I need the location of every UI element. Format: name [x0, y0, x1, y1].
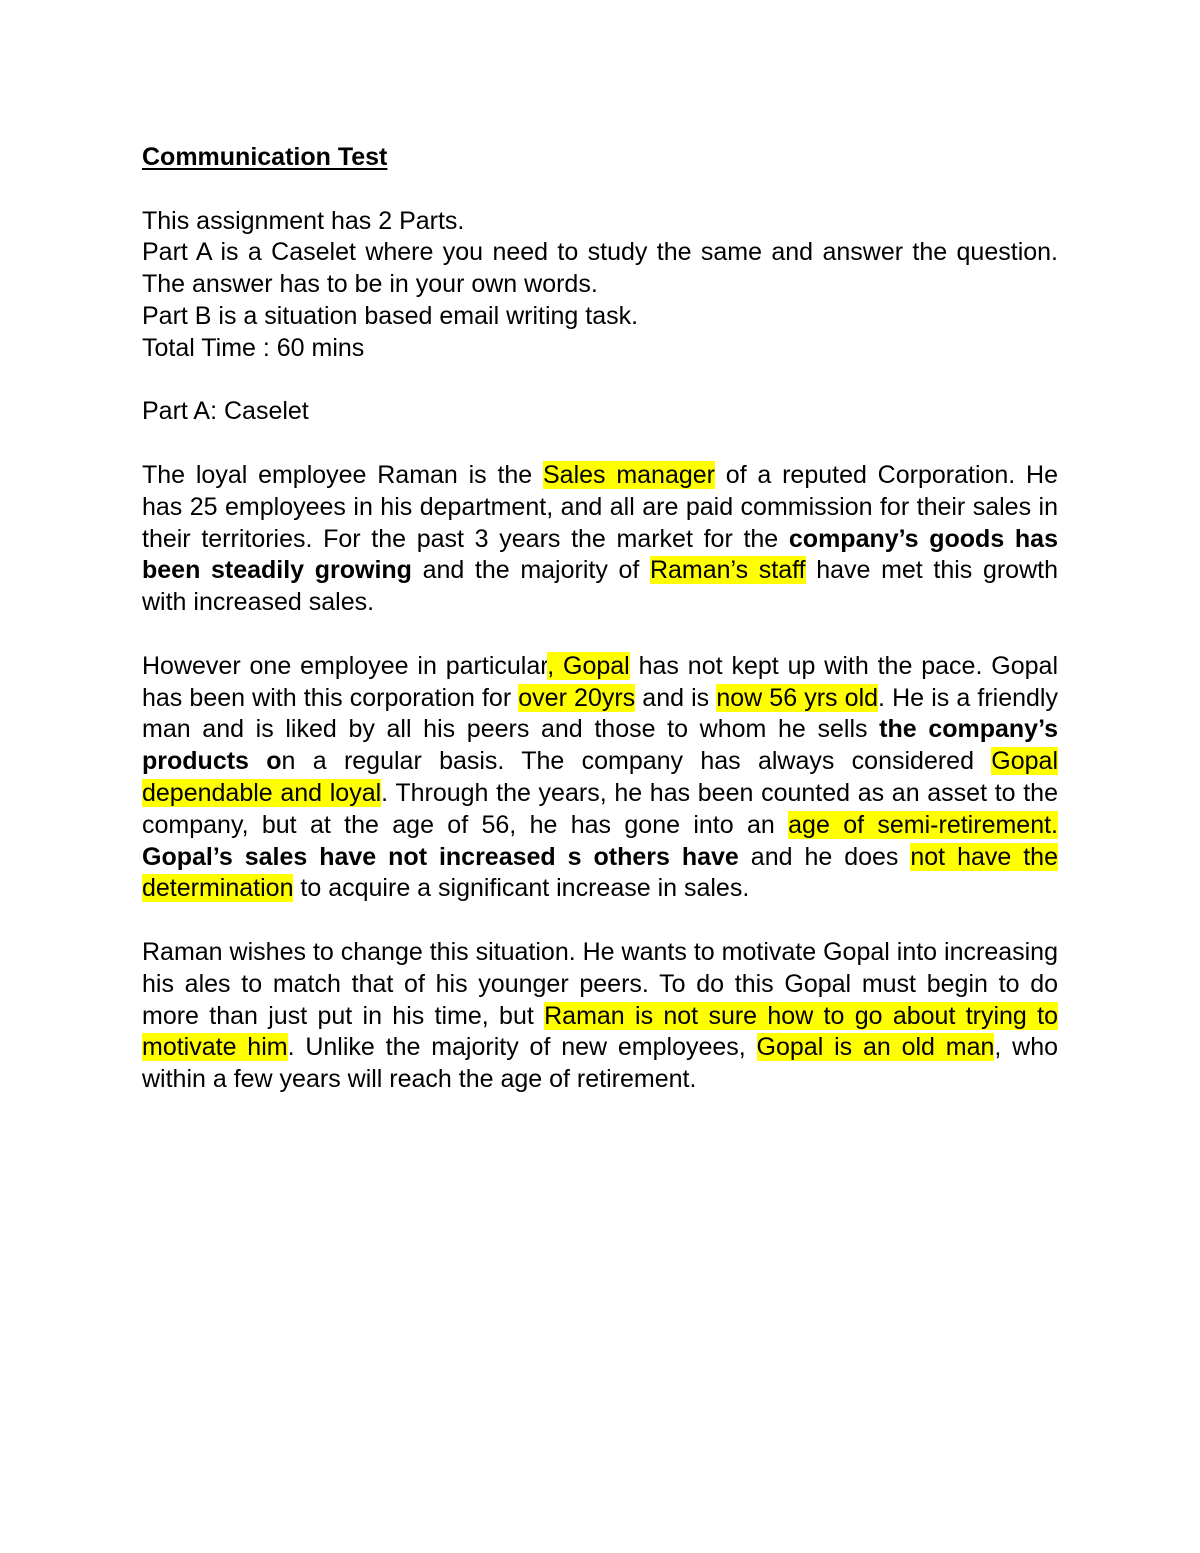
text-run: . Unlike the majority of new employees,	[287, 1033, 757, 1062]
highlighted-text: , Gopal	[547, 651, 630, 680]
spacer	[142, 174, 1058, 206]
text-run: and is	[635, 683, 717, 712]
document-body	[142, 142, 1058, 1096]
highlighted-text: not have the determination	[142, 842, 1058, 903]
intro-line-parts: This assignment has 2 Parts.	[142, 206, 465, 235]
part-a-heading: Part A: Caselet	[142, 397, 309, 426]
bold-text: company’s goods has been steadily growing	[142, 524, 1058, 585]
caselet-paragraph-3	[142, 937, 1058, 1096]
highlighted-text: age of semi-retirement.	[788, 810, 1058, 839]
intro-line-part-a: Part A is a Caselet where you need to study the same and answer the question. The answer has to be in your own words.	[142, 238, 1058, 299]
text-run: However one employee in particular	[142, 651, 548, 680]
highlighted-text: Raman is not sure how to go about trying to motivate him	[142, 1001, 1058, 1062]
highlighted-text: now 56 yrs old	[716, 683, 879, 712]
text-run: . Through the years, he has been counted as an asset to the company, but at the age of 56, he has gone into an	[142, 778, 1058, 839]
highlighted-text: Gopal dependable and loyal	[142, 747, 1058, 807]
text-run: n a regular basis. The company has always considered	[281, 747, 992, 776]
highlighted-text: over 20yrs	[518, 683, 636, 712]
text-run: and the majority of	[411, 556, 650, 585]
text-run: has not kept up with the pace. Gopal has been with this corporation for	[142, 651, 1058, 712]
text-run: to acquire a significant increase in sales.	[293, 874, 750, 903]
text-run: . He is a friendly man and is liked by all his peers and those to whom he sells	[142, 683, 1058, 744]
spacer	[142, 905, 1058, 937]
document-title: Communication Test	[142, 143, 388, 171]
spacer	[142, 428, 1058, 460]
spacer	[142, 365, 1058, 397]
text-run: Raman wishes to change this situation. He wants to motivate Gopal into increasing his ales to match that of his younger peers. To do this Gopal must begin to do more than just put in his time, but	[142, 937, 1058, 1030]
caselet-paragraph-2	[142, 651, 1058, 905]
bold-text: the company’s products o	[142, 715, 1058, 776]
bold-text: Gopal’s sales have not increased s others have	[142, 842, 739, 871]
text-run: , who within a few years will reach the age of retirement.	[142, 1033, 1058, 1094]
caselet-paragraph-1	[142, 460, 1058, 619]
highlighted-text: Sales manager	[543, 460, 715, 489]
intro-line-part-b: Part B is a situation based email writing task.	[142, 301, 639, 330]
intro-line-total-time: Total Time : 60 mins	[142, 333, 365, 362]
text-run: and he does	[738, 842, 911, 871]
spacer	[142, 619, 1058, 651]
highlighted-text: Gopal is an old man	[756, 1033, 995, 1062]
text-run: have met this growth with increased sales.	[142, 556, 1058, 617]
highlighted-text: Raman’s staff	[649, 556, 806, 585]
text-run: The loyal employee Raman is the	[142, 460, 543, 489]
text-run: of a reputed Corporation. He has 25 employees in his department, and all are paid commission for their sales in their territories. For the past 3 years the market for the	[142, 460, 1058, 553]
